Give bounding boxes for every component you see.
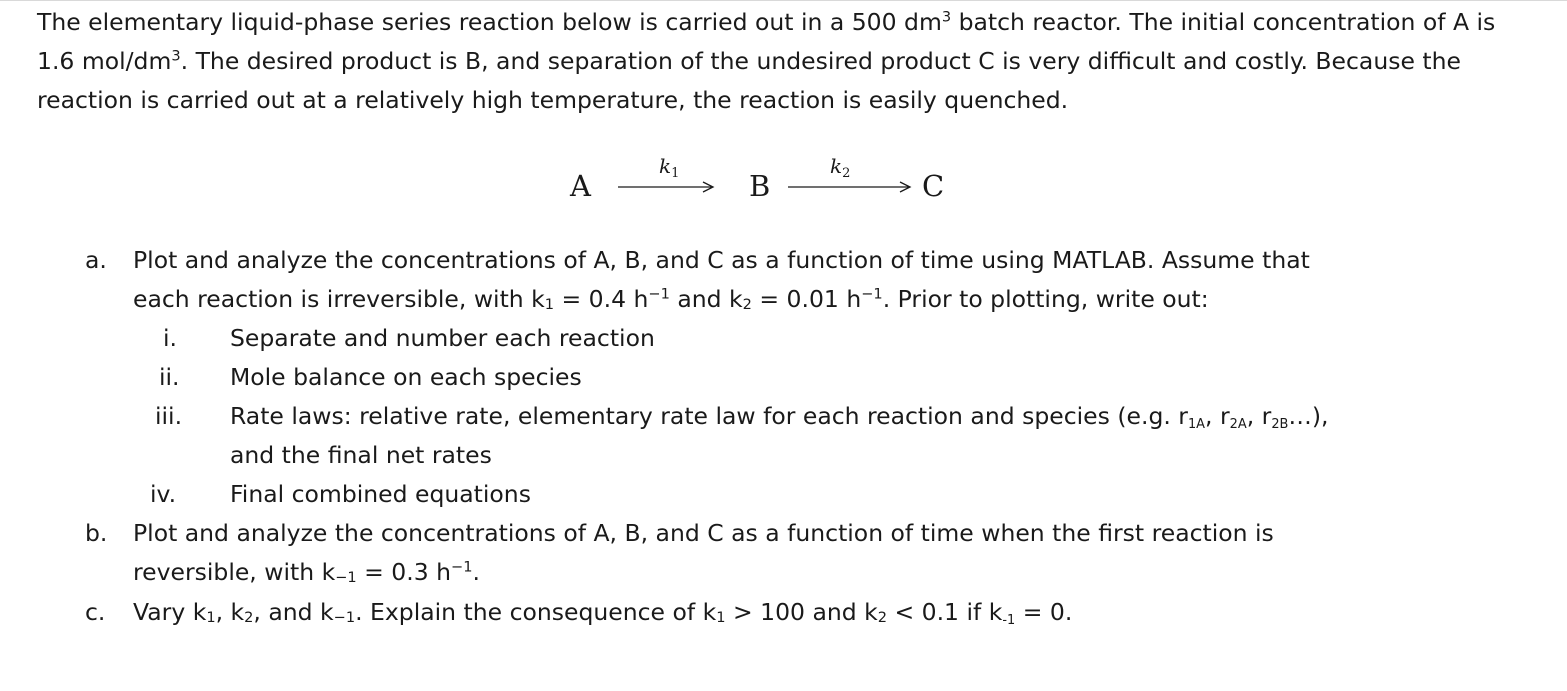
subitem-iv-marker: iv. [150, 480, 177, 508]
subitem-ii-text: Mole balance on each species [230, 363, 582, 391]
species-a: A [570, 169, 591, 203]
subitem-i-text: Separate and number each reaction [230, 324, 655, 352]
part-a-line2: each reaction is irreversible, with $k_1 = 0.4$ $h^{-1}$ and $k_2 = 0.01$ $h^{-1}$. Prior to plotting, write out: [133, 285, 1209, 314]
rate-constant-k2: $k_2$ [830, 155, 851, 181]
subitem-iv-text: Final combined equations [230, 480, 531, 508]
part-b-line1: Plot and analyze the concentrations of A, B, and C as a function of time when the first reaction is [133, 519, 1274, 547]
rate-constant-k1: $k_1$ [659, 155, 680, 181]
reaction-scheme [0, 155, 1567, 215]
part-c-marker: c. [85, 598, 106, 626]
species-c: C [922, 169, 945, 203]
part-a-line1: Plot and analyze the concentrations of A, B, and C as a function of time using MATLAB. Assume that [133, 246, 1310, 274]
part-b-marker: b. [85, 519, 108, 547]
subitem-iii-tail: and the final net rates [230, 441, 492, 469]
subitem-ii-marker: ii. [159, 363, 180, 391]
subitem-iii-marker: iii. [155, 402, 183, 430]
top-divider [0, 0, 1567, 1]
part-c-line1: Vary $k_1$, $k_2$, and $k_{-1}$. Explain the consequence of $k_1 > 100$ and $k_2 < 0.1$ if $k_{-1} = 0$. [133, 598, 1073, 628]
subitem-iii-text: Rate laws: relative rate, elementary rate law for each reaction and species (e.g. $r_{1A}$, $r_{2A}$, $r_{2B}\dots$), [230, 402, 1329, 432]
part-a-marker: a. [85, 246, 107, 274]
problem-intro: The elementary liquid-phase series reaction below is carried out in a 500 $dm^3$ batch reactor. The initial concentration of A is 1.6 mol/$dm^3$. The desired product is B, and separation of the undesired product C is very difficult and costly. Because the reaction is carried out at a relatively high temperature, the reaction is easily quenched. [37, 8, 1496, 114]
part-b-line2: reversible, with $k_{-1} = 0.3$ $h^{-1}$. [133, 558, 480, 587]
species-b: B [749, 169, 771, 203]
subitem-i-marker: i. [163, 324, 177, 352]
